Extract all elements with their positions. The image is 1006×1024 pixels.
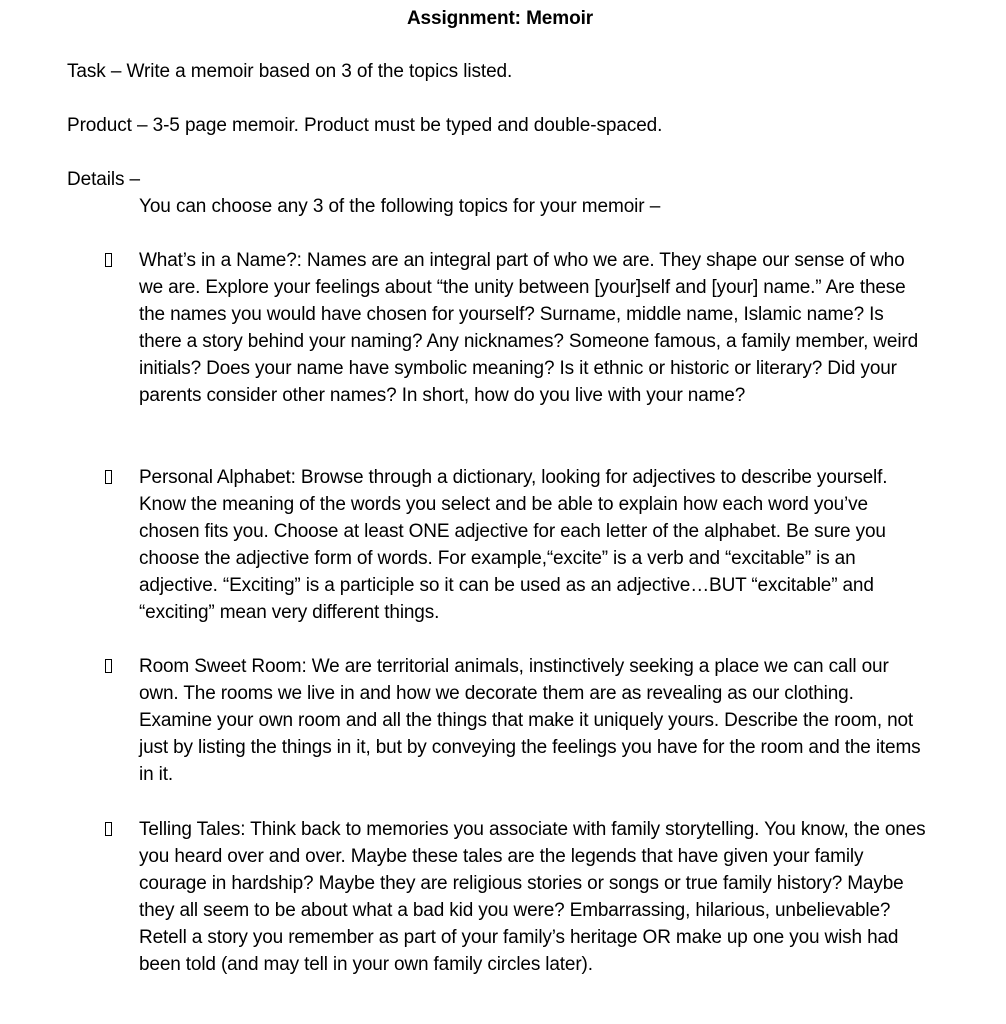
page-title: Assignment: Memoir [406, 8, 594, 29]
topic-text: Telling Tales: Think back to memories you associate with family storytelling. You know, the ones you heard over and over. Maybe these tales are the legends that have given your family courage in hardship? Maybe they are religious stories or songs or true family history? Maybe they all seem to be about what a bad kid you were? Embarrassing, hilarious, unbelievable? Retell a story you remember as part of your family’s heritage OR make up one you wish had been told (and may tell in your own family circles later). [139, 819, 926, 976]
checkbox-bullet-icon [105, 659, 112, 673]
checkbox-bullet-icon [105, 470, 112, 484]
product-line: Product – 3-5 page memoir. Product must be typed and double-spaced. [67, 115, 663, 136]
details-label: Details – [67, 169, 141, 190]
checkbox-bullet-icon [105, 822, 112, 836]
topic-text: What’s in a Name?: Names are an integral part of who we are. They shape our sense of who we are. Explore your feelings about “the unity between [your]self and [your] name.” Are these the names you would have chosen for yourself? Surname, middle name, Islamic name? Is there a story behind your naming? Any nicknames? Someone famous, a family member, weird initials? Does your name have symbolic meaning? Is it ethnic or historic or literary? Did your parents consider other names? In short, how do you live with your name? [139, 250, 919, 407]
topic-text: Room Sweet Room: We are territorial animals, instinctively seeking a place we can call our own. The rooms we live in and how we decorate them are as revealing as our clothing. Examine your own room and all the things that make it uniquely yours. Describe the room, not just by listing the things in it, but by conveying the feelings you have for the room and the items in it. [139, 656, 921, 786]
checkbox-bullet-icon [105, 253, 112, 267]
details-intro: You can choose any 3 of the following topics for your memoir – [139, 196, 661, 217]
task-line: Task – Write a memoir based on 3 of the topics listed. [67, 61, 513, 82]
topic-text: Personal Alphabet: Browse through a dictionary, looking for adjectives to describe yourself. Know the meaning of the words you select and be able to explain how each word you’ve chosen fits you. Choose at least ONE adjective for each letter of the alphabet. Be sure you choose the adjective form of words. For example,“excite” is a verb and “excitable” is an adjective. “Exciting” is a participle so it can be used as an adjective…BUT “excitable” and “exciting” mean very different things. [139, 467, 888, 624]
